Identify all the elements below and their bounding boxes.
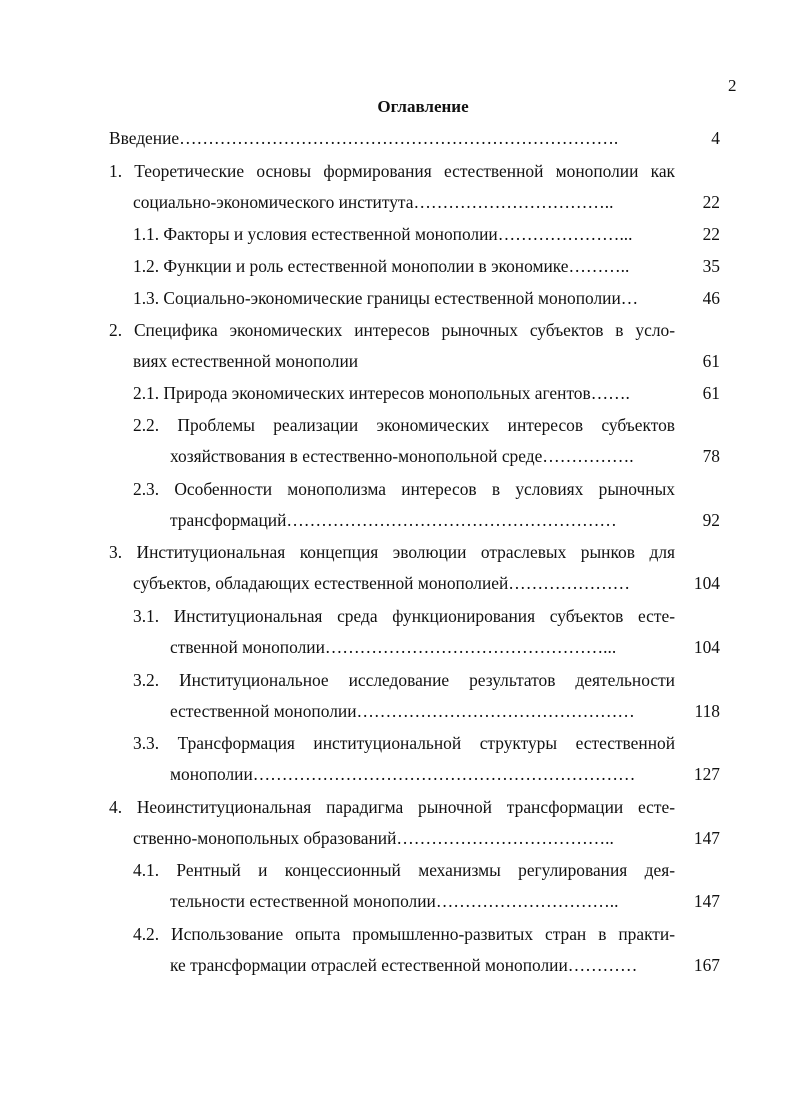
toc-s1-1-page: 22 bbox=[702, 224, 720, 244]
toc-s4-2-line2: ке трансформации отраслей естественной монополии………… bbox=[170, 955, 638, 975]
toc-s3-1-line1: 3.1. Институциональная среда функционирования субъектов есте- bbox=[133, 606, 675, 626]
toc-s3-3-page: 127 bbox=[693, 764, 720, 784]
toc-s2-1-page: 61 bbox=[702, 383, 720, 403]
toc-s1-2-text: 1.2. Функции и роль естественной монополии в экономике……….. bbox=[133, 256, 630, 276]
toc-ch4-line1: 4. Неоинституциональная парадигма рыночной трансформации есте- bbox=[109, 797, 675, 817]
toc-s4-2-page: 167 bbox=[693, 955, 720, 975]
toc-s4-1-page: 147 bbox=[693, 891, 720, 911]
toc-ch2-page: 61 bbox=[702, 351, 720, 371]
toc-s2-2-line1: 2.2. Проблемы реализации экономических интересов субъектов bbox=[133, 415, 675, 435]
toc-ch2-line2: виях естественной монополии bbox=[133, 351, 359, 371]
toc-ch2-line1: 2. Специфика экономических интересов рыночных субъектов в усло- bbox=[109, 320, 675, 340]
page-number: 2 bbox=[728, 76, 737, 95]
toc-ch3-line2: субъектов, обладающих естественной монополией………………… bbox=[133, 573, 631, 593]
page-title: Оглавление bbox=[377, 97, 469, 116]
toc-s1-1-text: 1.1. Факторы и условия естественной монополии…………………... bbox=[133, 224, 633, 244]
toc-s3-3-line2: монополии………………………………………………………… bbox=[170, 764, 636, 784]
toc-s3-2-line2: естественной монополии………………………………………… bbox=[170, 701, 635, 721]
toc-s1-2-page: 35 bbox=[702, 256, 720, 276]
toc-s2-3-page: 92 bbox=[702, 510, 720, 530]
toc-ch4-page: 147 bbox=[693, 828, 720, 848]
toc-s3-1-line2: ственной монополии…………………………………………... bbox=[170, 637, 617, 657]
toc-s1-3-text: 1.3. Социально-экономические границы естественной монополии… bbox=[133, 288, 639, 308]
toc-s2-2-page: 78 bbox=[702, 446, 720, 466]
toc-s2-1-text: 2.1. Природа экономических интересов монопольных агентов……. bbox=[133, 383, 630, 403]
toc-s3-3-line1: 3.3. Трансформация институциональной структуры естественной bbox=[133, 733, 675, 753]
toc-intro-text: Введение…………………………………………………………………. bbox=[109, 128, 619, 148]
toc-s1-3-page: 46 bbox=[702, 288, 720, 308]
toc-ch3-line1: 3. Институциональная концепция эволюции отраслевых рынков для bbox=[109, 542, 675, 562]
toc-ch1-page: 22 bbox=[702, 192, 720, 212]
toc-s4-2-line1: 4.2. Использование опыта промышленно-развитых стран в практи- bbox=[133, 924, 675, 944]
toc-ch1-line1: 1. Теоретические основы формирования естественной монополии как bbox=[109, 161, 675, 181]
toc-s2-2-line2: хозяйствования в естественно-монопольной среде……………. bbox=[170, 446, 634, 466]
toc-s3-2-line1: 3.2. Институциональное исследование результатов деятельности bbox=[133, 670, 675, 690]
toc-s4-1-line2: тельности естественной монополии………………………….. bbox=[170, 891, 619, 911]
toc-ch1-line2: социально-экономического института…………………………….. bbox=[133, 192, 614, 212]
toc-ch3-page: 104 bbox=[693, 573, 720, 593]
toc-ch4-line2: ственно-монопольных образований……………………………….. bbox=[133, 828, 614, 848]
toc-s2-3-line1: 2.3. Особенности монополизма интересов в условиях рыночных bbox=[133, 479, 675, 499]
toc-s2-3-line2: трансформаций………………………………………………… bbox=[170, 510, 617, 530]
toc-s4-1-line1: 4.1. Рентный и концессионный механизмы регулирования дея- bbox=[133, 860, 675, 880]
toc-s3-2-page: 118 bbox=[694, 701, 720, 721]
toc-intro-page: 4 bbox=[711, 128, 720, 148]
toc-s3-1-page: 104 bbox=[693, 637, 720, 657]
